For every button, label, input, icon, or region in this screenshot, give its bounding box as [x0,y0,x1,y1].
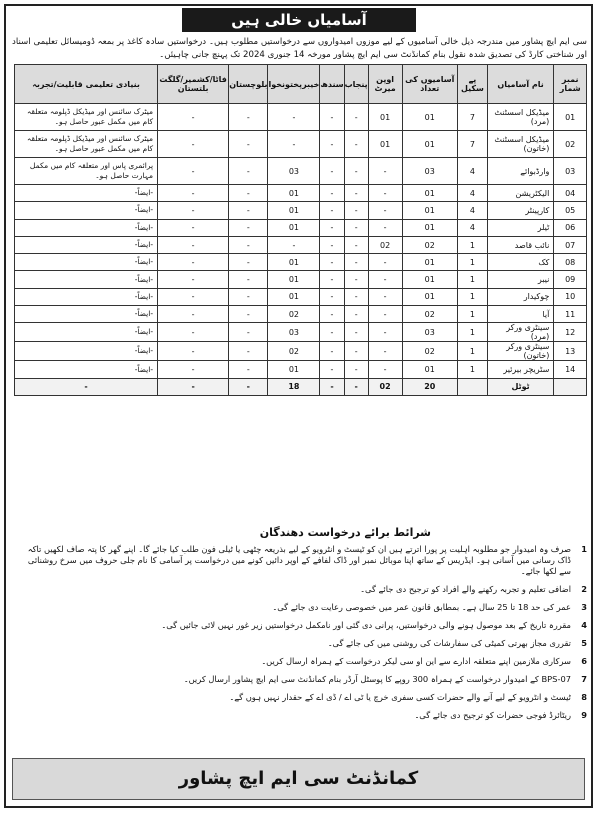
condition-item [14,692,587,703]
table-cell: -ایضاً- [15,236,158,253]
table-cell: - [368,306,402,323]
table-cell: - [344,271,368,288]
table-cell: 10 [554,288,587,305]
table-row [15,271,587,288]
table-cell: - [268,236,320,253]
condition-text: ریٹائرڈ فوجی حضرات کو ترجیح دی جائے گی۔ [414,710,571,720]
table-cell: - [368,202,402,219]
total-cell: - [229,378,268,395]
table-cell: 01 [268,202,320,219]
column-header: خیبرپختونخوا [268,65,320,104]
table-cell: 05 [554,202,587,219]
table-cell: - [344,342,368,361]
table-row [15,254,587,271]
table-cell: - [229,361,268,378]
table-cell: 1 [458,306,488,323]
table-header-row [15,65,587,104]
table-cell: - [229,185,268,202]
table-cell: 1 [458,271,488,288]
table-cell: 4 [458,219,488,236]
column-header: بنیادی تعلیمی قابلیت/تجربہ [15,65,158,104]
table-cell: - [229,131,268,158]
table-cell: -ایضاً- [15,288,158,305]
table-cell: میڈیکل اسسٹنٹ (مرد) [487,104,553,131]
condition-number: 8 [581,692,587,702]
table-cell: - [320,202,344,219]
table-cell: -ایضاً- [15,185,158,202]
table-cell: - [344,288,368,305]
total-row [15,378,587,395]
condition-item [14,674,587,685]
table-cell: سینٹری ورکر (خاتون) [487,342,553,361]
table-cell: 01 [402,202,458,219]
table-cell: 01 [402,131,458,158]
column-header: سندھ [320,65,344,104]
vacancies-table [14,64,587,396]
table-cell: - [368,185,402,202]
conditions-title: شرائط برائے درخواست دھندگان [259,526,431,539]
conditions-list [14,544,587,728]
table-cell: -ایضاً- [15,323,158,342]
table-cell: - [368,288,402,305]
table-cell: 14 [554,361,587,378]
table-cell: -ایضاً- [15,306,158,323]
table-cell: -ایضاً- [15,271,158,288]
table-row [15,306,587,323]
table-cell: - [229,219,268,236]
table-cell: - [320,288,344,305]
table-cell: - [158,202,229,219]
table-cell: 1 [458,323,488,342]
table-cell: - [158,254,229,271]
condition-item [14,602,587,613]
table-cell: 01 [368,104,402,131]
table-cell: - [158,271,229,288]
table-cell: 01 [402,361,458,378]
table-cell: 13 [554,342,587,361]
table-cell: - [229,254,268,271]
table-cell: 01 [268,185,320,202]
condition-item [14,638,587,649]
condition-text: مقررہ تاریخ کے بعد موصول ہونے والی درخواستیں، پرانی دی گئی اور نامکمل درخواستیں زیر غور نہیں لائی جائیں گی۔ [161,620,571,630]
table-cell: 01 [368,131,402,158]
table-cell: - [158,342,229,361]
table-cell: -ایضاً- [15,342,158,361]
table-cell: میڈیکل اسسٹنٹ (خاتون) [487,131,553,158]
table-cell: - [229,323,268,342]
table-cell: 4 [458,158,488,185]
column-header: نام آسامیاں [487,65,553,104]
table-cell: 01 [402,104,458,131]
table-cell: 1 [458,254,488,271]
table-cell: - [158,306,229,323]
table-cell: 02 [554,131,587,158]
condition-item [14,710,587,721]
condition-text: ٹیسٹ و انٹرویو کے لیے آنے والے حضرات کسی سفری خرچ یا ٹی اے / ڈی اے کے حقدار نہیں ہوں گے۔ [229,692,571,702]
condition-item [14,656,587,667]
condition-text: سرکاری ملازمین اپنے متعلقہ ادارے سے این او سی لیکر درخواست کے ہمراہ ارسال کریں۔ [261,656,571,666]
table-cell: 01 [554,104,587,131]
table-cell: - [158,361,229,378]
total-cell [554,378,587,395]
table-cell: - [344,323,368,342]
table-cell: - [344,361,368,378]
table-cell: الیکٹریشن [487,185,553,202]
table-cell: 03 [402,323,458,342]
total-cell: - [158,378,229,395]
table-cell: - [320,104,344,131]
table-cell: آیا [487,306,553,323]
condition-number: 5 [581,638,587,648]
table-cell: - [229,342,268,361]
table-cell: نائب قاصد [487,236,553,253]
table-cell: - [320,271,344,288]
table-cell: -ایضاً- [15,202,158,219]
table-row [15,361,587,378]
table-row [15,342,587,361]
table-cell: 03 [268,158,320,185]
table-cell: نیبر [487,271,553,288]
table-cell: - [229,236,268,253]
table-cell: - [320,219,344,236]
table-cell: 03 [402,158,458,185]
table-cell: چوکیدار [487,288,553,305]
table-cell: - [368,158,402,185]
table-cell: - [344,202,368,219]
condition-item [14,584,587,595]
advertisement-page [4,4,593,808]
table-cell: - [158,131,229,158]
table-cell: - [320,342,344,361]
table-cell: - [344,104,368,131]
column-header: نمبر شمار [554,65,587,104]
table-cell: میٹرک سائنس اور میڈیکل ڈپلومہ متعلقہ کام میں مکمل عبور حاصل ہو۔ [15,104,158,131]
table-cell: - [344,254,368,271]
table-cell: - [344,185,368,202]
table-row [15,219,587,236]
table-cell: - [268,104,320,131]
condition-number: 4 [581,620,587,630]
total-cell: 02 [368,378,402,395]
page-title: آسامیاں خالی ہیں [182,8,416,32]
table-cell: - [344,236,368,253]
column-header: آسامیوں کی تعداد [402,65,458,104]
table-row [15,323,587,342]
table-cell: 02 [268,342,320,361]
table-cell: - [320,323,344,342]
table-cell: 1 [458,288,488,305]
total-cell: - [344,378,368,395]
table-cell: - [229,158,268,185]
table-row [15,104,587,131]
table-cell: 01 [268,288,320,305]
table-cell: - [229,104,268,131]
table-cell: - [344,158,368,185]
condition-text: تقرری مجاز بھرتی کمیٹی کی سفارشات کی روشنی میں کی جائے گی۔ [327,638,571,648]
table-cell: 03 [554,158,587,185]
table-cell: 01 [268,254,320,271]
table-cell: 03 [268,323,320,342]
table-cell: - [268,131,320,158]
table-cell: - [344,306,368,323]
table-cell: - [158,323,229,342]
condition-text: BPS-07 کے امیدوار درخواست کے ہمراہ 300 روپے کا پوسٹل آرڈر بنام کمانڈنٹ سی ایم ایچ پشاور ارسال کریں۔ [183,674,571,684]
table-cell: - [229,202,268,219]
table-cell: 09 [554,271,587,288]
table-cell: - [158,158,229,185]
table-row [15,185,587,202]
table-row [15,202,587,219]
table-cell: - [368,342,402,361]
table-cell: 08 [554,254,587,271]
table-cell: 02 [402,342,458,361]
table-cell: میٹرک سائنس اور میڈیکل ڈپلومہ متعلقہ کام میں مکمل عبور حاصل ہو۔ [15,131,158,158]
table-cell: 06 [554,219,587,236]
table-cell: - [229,306,268,323]
condition-number: 6 [581,656,587,666]
table-cell: 01 [402,219,458,236]
table-cell: - [158,185,229,202]
table-cell: 7 [458,104,488,131]
column-header: اوپن میرٹ [368,65,402,104]
table-cell: 01 [268,271,320,288]
table-cell: - [158,219,229,236]
table-cell: - [320,361,344,378]
table-cell: 02 [402,306,458,323]
column-header: فاٹا/کشمیر/گلگت بلتستان [158,65,229,104]
table-cell: 11 [554,306,587,323]
table-cell: 02 [402,236,458,253]
column-header: پنجاب [344,65,368,104]
table-cell: - [368,271,402,288]
table-row [15,236,587,253]
table-cell: 01 [268,361,320,378]
table-cell: - [320,306,344,323]
table-cell: - [320,236,344,253]
table-cell: - [229,288,268,305]
table-cell: 12 [554,323,587,342]
table-cell: - [158,288,229,305]
table-cell: 4 [458,185,488,202]
table-cell: - [344,219,368,236]
table-cell: ٹیلر [487,219,553,236]
table-cell: - [368,254,402,271]
condition-number: 3 [581,602,587,612]
table-cell: - [368,323,402,342]
table-cell: -ایضاً- [15,254,158,271]
table-cell: 04 [554,185,587,202]
total-cell [458,378,488,395]
table-cell: - [320,158,344,185]
table-cell: - [320,254,344,271]
total-cell: - [15,378,158,395]
column-header: بلوچستان [229,65,268,104]
condition-number: 2 [581,584,587,594]
table-cell: 01 [402,254,458,271]
table-cell: سینٹری ورکر (مرد) [487,323,553,342]
condition-number: 1 [581,544,587,554]
table-cell: 7 [458,131,488,158]
table-cell: 01 [402,271,458,288]
table-cell: - [368,361,402,378]
table-row [15,131,587,158]
total-cell: 18 [268,378,320,395]
total-cell: ٹوٹل [487,378,553,395]
condition-number: 7 [581,674,587,684]
table-cell: کک [487,254,553,271]
table-cell: 02 [368,236,402,253]
table-cell: کارپینٹر [487,202,553,219]
table-cell: پرائمری پاس اور متعلقہ کام میں مکمل مہارت حاصل ہو۔ [15,158,158,185]
total-cell: 20 [402,378,458,395]
intro-paragraph: سی ایم ایچ پشاور میں مندرجہ ذیل خالی آسامیوں کے لیے موزوں امیدواروں سے درخواستیں مطلوب ہیں۔ درخواستیں سادہ کاغذ پر بمعہ ڈومیسائل تعلیمی اسناد اور شناختی کارڈ کی تصدیق شدہ نقول بنام کمانڈنٹ سی ایم ایچ پشاور مورخہ 14 جنوری 2024 تک پہنچ جانی چاہیئں۔ [12,37,587,60]
table-cell: -ایضاً- [15,361,158,378]
table-body [15,104,587,396]
column-header: پے سکیل [458,65,488,104]
table-cell: 1 [458,236,488,253]
table-cell: 1 [458,342,488,361]
table-cell: - [368,219,402,236]
table-cell: -ایضاً- [15,219,158,236]
table-cell: - [158,104,229,131]
table-cell: - [344,131,368,158]
condition-number: 9 [581,710,587,720]
table-cell: 01 [268,219,320,236]
signature-footer: کمانڈنٹ سی ایم ایچ پشاور [12,758,585,800]
table-cell: - [320,131,344,158]
condition-text: عمر کی حد 18 تا 25 سال ہے۔ بمطابق قانون عمر میں خصوصی رعایت دی جائے گی۔ [272,602,571,612]
condition-text: اضافی تعلیم و تجربہ رکھنے والے افراد کو ترجیح دی جائے گی۔ [360,584,571,594]
condition-item [14,544,587,577]
total-cell: - [320,378,344,395]
table-cell: وارڈبوائے [487,158,553,185]
table-row [15,158,587,185]
table-cell: - [320,185,344,202]
condition-item [14,620,587,631]
table-cell: 02 [268,306,320,323]
table-cell: 01 [402,185,458,202]
table-cell: 4 [458,202,488,219]
condition-text: صرف وہ امیدوار جو مطلوبہ اہلیت پر پورا اترتے ہیں ان کو ٹیسٹ و انٹرویو کے لیے بذریعہ چٹھی یا ٹیلی فون طلب کیا جائے گا۔ اپنے گھر کا پتہ صاف لکھیں تاکہ ڈاک رسانی میں آسانی ہو۔ ایڈریس کے ساتھ اپنا موبائل نمبر اور ڈاک لفافے کے اوپر دائیں کونے میں درخواست پر آسامی کا نام جلی حروف میں سرخ روشنائی سے لکھا جائے۔ [27,544,571,576]
table-cell: - [158,236,229,253]
table-cell: - [229,271,268,288]
table-cell: 07 [554,236,587,253]
table-cell: 1 [458,361,488,378]
table-cell: سٹریچر بیرئیر [487,361,553,378]
table-cell: 01 [402,288,458,305]
table-row [15,288,587,305]
